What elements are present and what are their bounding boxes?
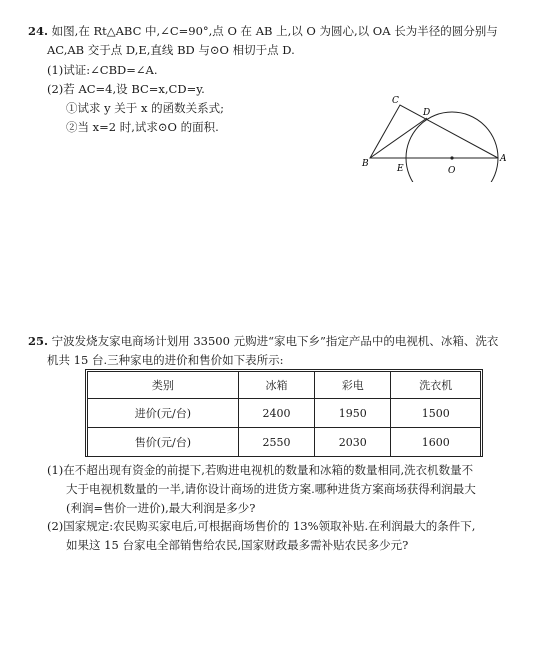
table-cell: 进价(元/台) — [88, 399, 239, 428]
table-header-cell: 冰箱 — [238, 372, 314, 399]
q24-stem-line2: AC,AB 交于点 D,E,直线 BD 与⊙O 相切于点 D. — [47, 43, 295, 57]
q25-part1-line2: 大于电视机数量的一半,请你设计商场的进货方案.哪种进货方案商场获得利润最大 — [66, 482, 476, 496]
label-e: E — [397, 164, 404, 174]
q25-stem-line1: 25. 宁波发烧友家电商场计划用 33500 元购进“家电下乡”指定产品中的电视机、冰箱、洗衣 — [28, 334, 499, 348]
q25-part2-line1: (2)国家规定:农民购买家电后,可根据商场售价的 13%领取补贴.在利润最大的条件下, — [47, 519, 476, 533]
table-cell: 售价(元/台) — [88, 428, 239, 457]
tangent-bd — [370, 118, 427, 158]
q25-part1-line1: (1)在不超出现有资金的前提下,若购进电视机的数量和冰箱的数量相同,洗衣机数量不 — [47, 463, 474, 477]
q24-sub1: ①试求 y 关于 x 的函数关系式; — [66, 101, 224, 115]
q24-number: 24. — [28, 24, 49, 38]
q24-stem-line1: 24. 如图,在 Rt△ABC 中,∠C=90°,点 O 在 AB 上,以 O 为圆心,以 OA 长为半径的圆分别与 — [28, 24, 498, 38]
q25-stem-line2: 机共 15 台.三种家电的进价和售价如下表所示: — [47, 353, 284, 367]
triangle-abc — [370, 105, 498, 158]
q25-number: 25. — [28, 334, 49, 348]
center-point-o — [450, 156, 453, 159]
table-cell: 2400 — [238, 399, 314, 428]
table-cell: 2030 — [315, 428, 391, 457]
table-row — [88, 399, 481, 428]
table-cell: 1600 — [391, 428, 481, 457]
label-b: B — [362, 159, 369, 169]
price-table — [87, 371, 481, 457]
q24-sub2: ②当 x=2 时,试求⊙O 的面积. — [66, 120, 219, 134]
q24-part2: (2)若 AC=4,设 BC=x,CD=y. — [47, 82, 205, 96]
label-c: C — [392, 96, 399, 106]
table-cell: 1950 — [315, 399, 391, 428]
table-header-row — [88, 372, 481, 399]
label-d: D — [423, 108, 431, 118]
table-cell: 1500 — [391, 399, 481, 428]
table-header-cell: 彩电 — [315, 372, 391, 399]
label-o: O — [448, 166, 456, 176]
q24-part1: (1)试证:∠CBD=∠A. — [47, 63, 158, 77]
table-header-cell: 类别 — [88, 372, 239, 399]
table-header-cell: 洗衣机 — [391, 372, 481, 399]
table-cell: 2550 — [238, 428, 314, 457]
label-a: A — [500, 154, 507, 164]
q25-part1-line3: (利润=售价一进价),最大利润是多少? — [66, 501, 256, 515]
table-row — [88, 428, 481, 457]
geometry-figure — [360, 92, 520, 182]
q25-part2-line2: 如果这 15 台家电全部销售给农民,国家财政最多需补贴农民多少元? — [66, 538, 409, 552]
